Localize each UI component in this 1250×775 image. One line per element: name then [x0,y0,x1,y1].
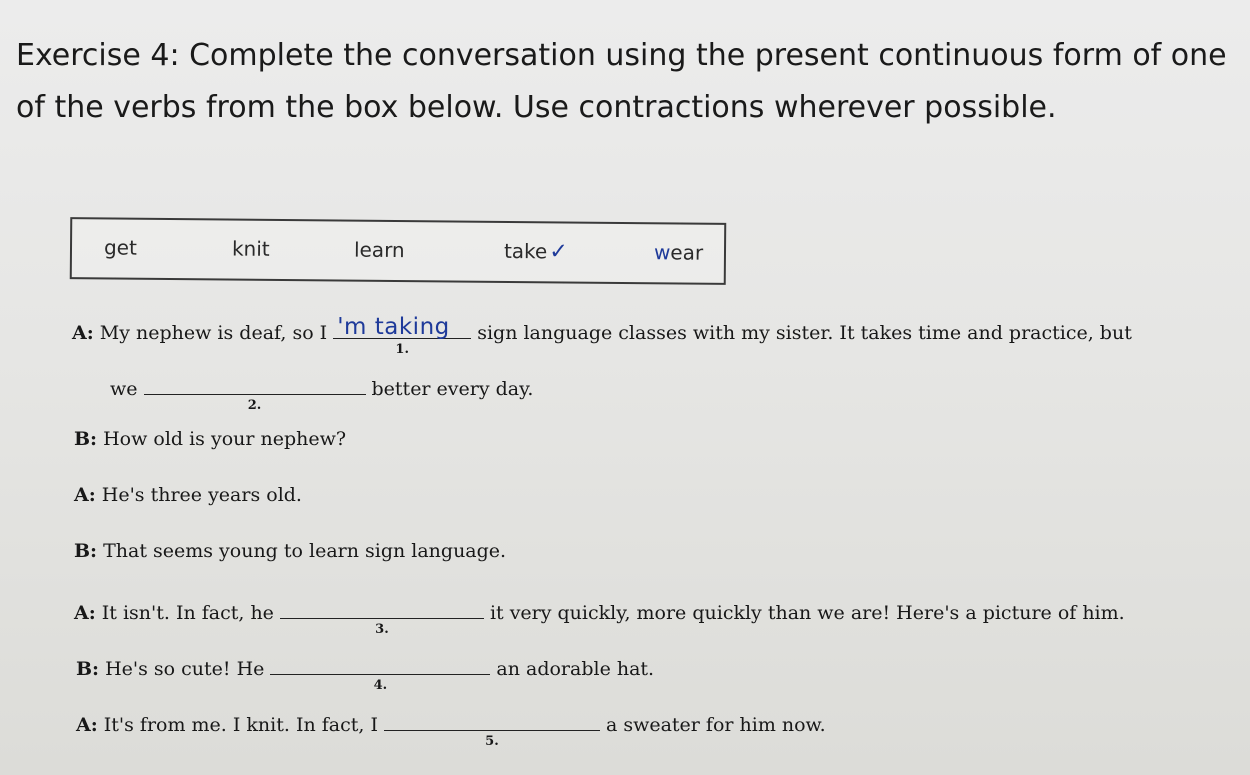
dialogue-line-1 [72,314,1132,357]
line-text-before: It's from me. I knit. In fact, I [103,714,378,736]
verb-take-label: take [503,238,548,264]
dialogue-line-1-continued [110,372,534,413]
line-text: That seems young to learn sign language. [103,540,507,562]
line-text-after: an adorable hat. [496,658,655,680]
dialogue-line-5 [74,596,1125,637]
verb-wear [654,240,703,264]
speaker-label: B: [74,428,98,450]
check-mark-icon: ✓ [549,239,568,265]
line-text-before: My nephew is deaf, so I [99,322,328,344]
speaker-label: A: [74,484,96,506]
line-text: He's three years old. [101,484,302,506]
line-text-before: It isn't. In fact, he [101,602,274,624]
answer-blank-1[interactable] [333,314,471,357]
answer-blank-5[interactable] [384,708,600,749]
blank-number: 1. [395,342,409,357]
answer-blank-2[interactable] [144,372,366,413]
line-text-after: it very quickly, more quickly than we are! Here's a picture of him. [489,602,1125,624]
dialogue-line-6 [76,652,655,693]
blank-number: 5. [485,734,499,749]
line-text-after: a sweater for him now. [605,714,826,736]
line-text-after: sign language classes with my sister. It takes time and practice, but [477,322,1132,344]
dialogue-line-7 [76,708,826,749]
blank-number: 2. [247,398,262,413]
handwritten-answer-1: 'm taking [337,314,450,340]
answer-blank-4[interactable] [270,652,490,693]
exercise-title: Exercise 4: Complete the conversation using the present continuous form of one of the verbs from the box below. Use contractions wherever possible. [16,38,1227,125]
line-text: How old is your nephew? [103,428,347,450]
verb-learn: learn [353,237,405,263]
verb-take [504,239,568,265]
speaker-label: A: [76,714,98,736]
dialogue-line-2 [74,428,346,450]
answer-blank-3[interactable] [280,596,484,637]
verb-wear-label: ear [670,240,704,265]
speaker-label: B: [74,540,98,562]
speaker-label: B: [76,658,100,680]
dialogue-line-4 [74,540,506,562]
blank-number: 4. [373,678,388,693]
line-text-after: better every day. [371,378,534,400]
verb-knit: knit [231,236,270,261]
verb-word-box [70,217,727,285]
verb-get: get [103,235,137,260]
line-text-before: we [110,378,138,400]
handwritten-mark: w [653,240,671,265]
speaker-label: A: [74,602,96,624]
dialogue-line-3 [74,484,302,506]
blank-number: 3. [375,622,389,637]
line-text-before: He's so cute! He [105,658,265,680]
speaker-label: A: [72,322,94,344]
